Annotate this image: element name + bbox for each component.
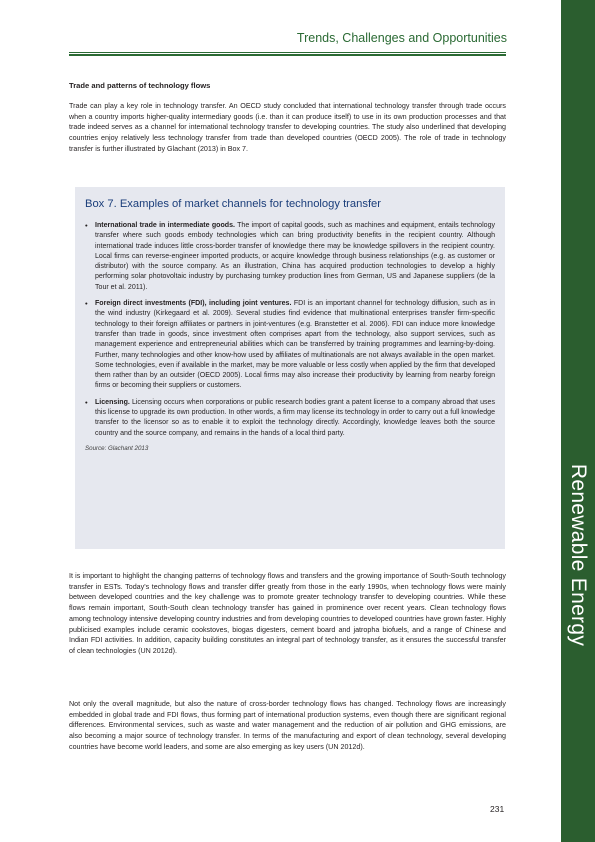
bullet-icon: • [85, 221, 88, 230]
box-item-text [95, 398, 495, 439]
section-heading: Trade and patterns of technology flows [69, 81, 211, 90]
box-item-text [95, 299, 495, 392]
body-paragraph: It is important to highlight the changing patterns of technology flows and transfers and the growing importance of South-South technology transfer in ESTs. Today's technology flows and transfer differ greatly from those in the early 1990s, when technology flows were mainly between developed countries and the key challenge was to promote greater technology transfer to developing countries. While these flows remain important, South-South clean technology transfer has gained in prominence over recent years. Clean technology flows among technology intensive developing country industries and from developing countries to developed countries have grown faster. Highly publicised examples include ceramic cookstoves, biogas digesters, cement board and jatropha biofuels, and a range of Chinese and Indian FDI activities. In addition, capacity building constitutes an integral part of technology transfer, as it ensures the successful transfer of clean technologies (UN 2012d). [69, 572, 506, 655]
header-rule-thick [69, 54, 506, 56]
side-tab [561, 0, 595, 842]
paragraph-block-2 [69, 699, 506, 753]
side-tab-label-wrap [561, 445, 595, 665]
box-title: Box 7. Examples of market channels for technology transfer [85, 198, 381, 210]
intro-block [69, 101, 506, 155]
header-rule [69, 52, 506, 53]
intro-paragraph: Trade can play a key role in technology transfer. An OECD study concluded that international technology transfer through trade occurs when a country imports higher-quality intermediary goods (i.e. than it can produce itself) to use in its own production processes and that trade indeed serves as a channel for international technology transfer to developing countries. The study also underlined that developing countries enjoy relatively less technology transfer from trade than developed countries (OECD 2005). The role of trade in technology transfer is further illustrated by Glachant (2013) in Box 7. [69, 102, 506, 153]
box-item-body: The import of capital goods, such as machines and equipment, entails technology transfer where such goods embody technologies which can bring productivity benefits in the recipient country. Although international trade induces little cross-border transfer of knowledge there may be knowledge spillovers in the recipient country. Local firms can reverse-engineer imported products, or acquire knowledge through business relationships (e.g. as customer or distributor) with the source company. As an illustration, China has acquired production technologies to develop a highly performing solar photovoltaic industry by purchasing turnkey production lines from German, US and Japanese suppliers (de la Tour et al. 2011). [95, 222, 496, 291]
paragraph-block-1 [69, 571, 506, 657]
running-header: Trends, Challenges and Opportunities [296, 31, 507, 45]
bullet-icon: • [85, 397, 88, 407]
bullet-icon: • [85, 299, 88, 309]
section-trade [69, 81, 506, 90]
box-item-lead: Foreign direct investments (FDI), including joint ventures. [95, 300, 292, 308]
page-number: 231 [490, 804, 505, 814]
box-list [85, 221, 495, 439]
box-source: Source: Glachant 2013 [85, 444, 149, 452]
box-item-lead: International trade in intermediate goods. [95, 222, 235, 229]
box-item-lead: Licensing. [95, 398, 130, 406]
box-item-body: FDI is an important channel for technology diffusion, such as in the wind industry (Kirkegaard et al. 2009). Several studies find evidence that multinational enterprises transfer firm-specific technology to their foreign affiliates or partners in joint-ventures (e.g. Branstetter et al. 2006). FDI can induce more knowledge transfer than trade in goods, since investment often comprises apart from the technology, also support services, such as management experience and entrepreneurial abilities which can be transferred by training programmes and learning-by-doing. Further, many technologies and other know-how used by affiliates of multinationals are not always available in the open market. Some technologies, even if available in the market, may be more valuable or less costly when applied by the firm that developed them rather than by an outsider (OECD 2005). Local firms may also increase their productivity by learning from nearby foreign firms or becoming their suppliers or customers. [95, 300, 495, 390]
box-item-text [95, 221, 495, 293]
side-tab-label: Renewable Energy [567, 463, 590, 647]
body-paragraph: Not only the overall magnitude, but also the nature of cross-border technology flows has changed. Technology flows are increasingly embedded in global trade and FDI flows, thus forming part of international production systems, even though there are significant regional differences. Environmental services, such as waste and water management and the reduction of air pollution and GHG emissions, are also becoming a major source of technology transfer. In terms of the manufacturing and export of clean technology, several developing countries have become world leaders, and some are also emerging as key users (UN 2012d). [69, 700, 506, 751]
box-item-body: Licensing occurs when corporations or public research bodies grant a patent license to a company abroad that uses this license to upgrade its own production. In other words, a firm may license its technology in order to carry out a full knowledge transfer to the licensor so as to enable it to exploit the technology directly. Accordingly, knowledge leaves both the source country and the source company, and remains in the hands of a local third party. [95, 398, 495, 437]
box-item-licensing [85, 398, 495, 439]
box-item-trade [85, 221, 495, 293]
box-item-fdi [85, 299, 495, 392]
box-7 [75, 187, 505, 549]
